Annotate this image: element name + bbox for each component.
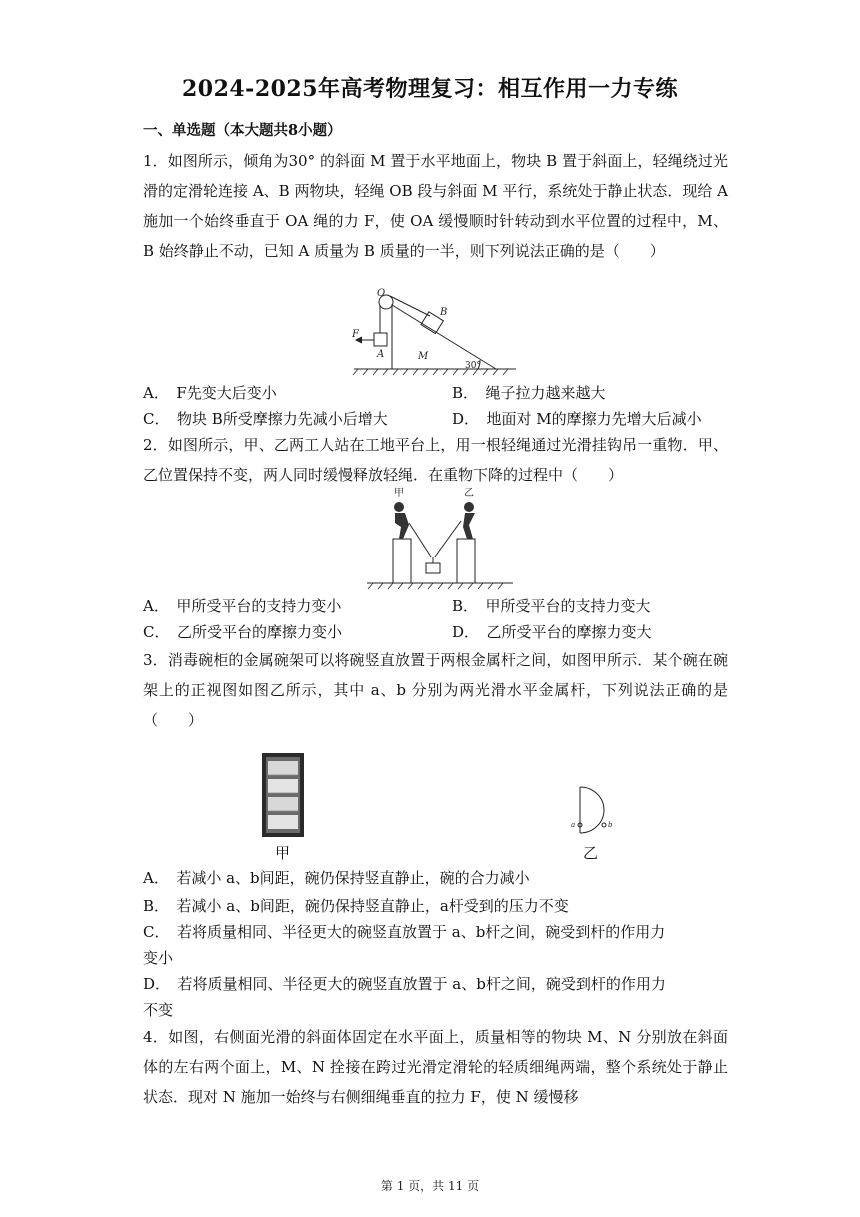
section-heading: 一、单选题（本大题共8小题） bbox=[143, 122, 342, 139]
question-2-text bbox=[143, 430, 728, 490]
fig3-label-b: b bbox=[608, 821, 613, 829]
question-2-figure bbox=[365, 485, 515, 592]
q3-option-b: B． 若减小 a、b间距，碗仍保持竖直静止，a杆受到的压力不变 bbox=[143, 897, 569, 915]
q2-option-a: A． 甲所受平台的支持力变小 bbox=[143, 597, 342, 615]
q2-option-c: C． 乙所受平台的摩擦力变小 bbox=[143, 623, 342, 641]
q2-option-d: D． 乙所受平台的摩擦力变大 bbox=[452, 623, 652, 641]
q1-option-b: B． 绳子拉力越来越大 bbox=[452, 384, 606, 402]
fig2-label-jia: 甲 bbox=[394, 488, 404, 499]
q2-option-b: B． 甲所受平台的支持力变大 bbox=[452, 597, 651, 615]
question-4-text bbox=[143, 1022, 728, 1112]
fig1-label-f: F bbox=[352, 329, 359, 340]
q1-option-a: A． F先变大后变小 bbox=[143, 384, 277, 402]
fig1-label-o: O bbox=[377, 288, 386, 299]
question-2-stem: 2．如图所示，甲、乙两工人站在工地平台上，用一根轻绳通过光滑挂钩吊一重物．甲、乙位置保持不变，两人同时缓慢释放轻绳．在重物下降的过程中（ ） bbox=[143, 436, 728, 484]
question-3-figure-bowl bbox=[568, 785, 618, 837]
question-3-text bbox=[143, 645, 728, 735]
fig1-label-angle: 30° bbox=[465, 361, 481, 371]
fig3-label-a: a bbox=[571, 821, 576, 829]
q3-caption-yi: 乙 bbox=[583, 844, 599, 862]
fig1-label-b: B bbox=[440, 307, 448, 318]
question-4-stem: 4．如图，右侧面光滑的斜面体固定在水平面上，质量相等的物块 M、N 分别放在斜面体的左右两个面上，M、N 拴接在跨过光滑定滑轮的轻质细绳两端，整个系统处于静止状态．现对 N 施加一始终与右侧细绳垂直的拉力 F，使 N 缓慢移 bbox=[143, 1028, 728, 1106]
page-footer: 第 1 页，共 11 页 bbox=[380, 1179, 480, 1193]
question-1-text bbox=[143, 146, 728, 266]
q3-option-c-line2: 变小 bbox=[143, 949, 174, 967]
page-title: 2024-2025年高考物理复习：相互作用一力专练 bbox=[181, 76, 679, 102]
question-1-figure bbox=[350, 285, 520, 377]
q3-caption-jia: 甲 bbox=[275, 844, 291, 862]
question-1-stem: 1．如图所示，倾角为30° 的斜面 M 置于水平地面上，物块 B 置于斜面上，轻绳绕过光滑的定滑轮连接 A、B 两物块，轻绳 OB 段与斜面 M 平行，系统处于静止状态．现给 A 施加一个始终垂直于 OA 绳的力 F，使 OA 缓慢顺时针转动到水平位置的过程中，M、B 始终静止不动，已知 A 质量为 B 质量的一半，则下列说法正确的是（ ） bbox=[143, 152, 728, 260]
q3-option-d-line2: 不变 bbox=[143, 1001, 174, 1019]
fig1-label-a: A bbox=[377, 349, 385, 360]
q1-option-d: D． 地面对 M的摩擦力先增大后减小 bbox=[452, 410, 702, 428]
fig2-label-yi: 乙 bbox=[464, 488, 474, 499]
q3-option-a: A． 若减小 a、b间距，碗仍保持竖直静止，碗的合力减小 bbox=[143, 869, 530, 887]
question-3-stem: 3．消毒碗柜的金属碗架可以将碗竖直放置于两根金属杆之间，如图甲所示．某个碗在碗架上的正视图如图乙所示，其中 a、b 分别为两光滑水平金属杆，下列说法正确的是（ ） bbox=[143, 651, 728, 729]
q1-option-c: C． 物块 B所受摩擦力先减小后增大 bbox=[143, 410, 388, 428]
q3-option-c-line1: C． 若将质量相同、半径更大的碗竖直放置于 a、b杆之间，碗受到杆的作用力 bbox=[143, 923, 666, 941]
question-3-figure-cabinet bbox=[262, 753, 304, 837]
q3-option-d-line1: D． 若将质量相同、半径更大的碗竖直放置于 a、b杆之间，碗受到杆的作用力 bbox=[143, 975, 666, 993]
fig1-label-m: M bbox=[418, 351, 429, 362]
